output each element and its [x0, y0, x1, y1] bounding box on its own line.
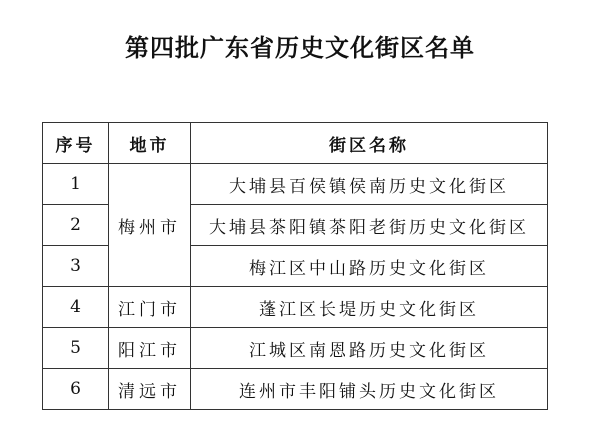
- row-number: 6: [43, 369, 109, 410]
- row-district-name: 连州市丰阳铺头历史文化街区: [191, 369, 548, 410]
- row-city: 阳江市: [109, 328, 191, 369]
- table-row: [43, 328, 548, 369]
- header-name: 街区名称: [191, 123, 548, 164]
- row-number: 1: [43, 164, 109, 205]
- document-title: 第四批广东省历史文化街区名单: [125, 34, 475, 62]
- row-district-name: 大埔县百侯镇侯南历史文化街区: [191, 164, 548, 205]
- table-row: [43, 369, 548, 410]
- table-header-row: [43, 123, 548, 164]
- row-number: 2: [43, 205, 109, 246]
- row-number: 4: [43, 287, 109, 328]
- row-city: 江门市: [109, 287, 191, 328]
- row-district-name: 梅江区中山路历史文化街区: [191, 246, 548, 287]
- table-row: [43, 164, 548, 205]
- row-district-name: 蓬江区长堤历史文化街区: [191, 287, 548, 328]
- row-district-name: 大埔县茶阳镇茶阳老街历史文化街区: [191, 205, 548, 246]
- row-city: 清远市: [109, 369, 191, 410]
- district-list-table: [42, 122, 548, 410]
- row-number: 5: [43, 328, 109, 369]
- header-city: 地市: [109, 123, 191, 164]
- row-number: 3: [43, 246, 109, 287]
- row-district-name: 江城区南恩路历史文化街区: [191, 328, 548, 369]
- header-no: 序号: [43, 123, 109, 164]
- row-city: 梅州市: [109, 164, 191, 287]
- table-row: [43, 287, 548, 328]
